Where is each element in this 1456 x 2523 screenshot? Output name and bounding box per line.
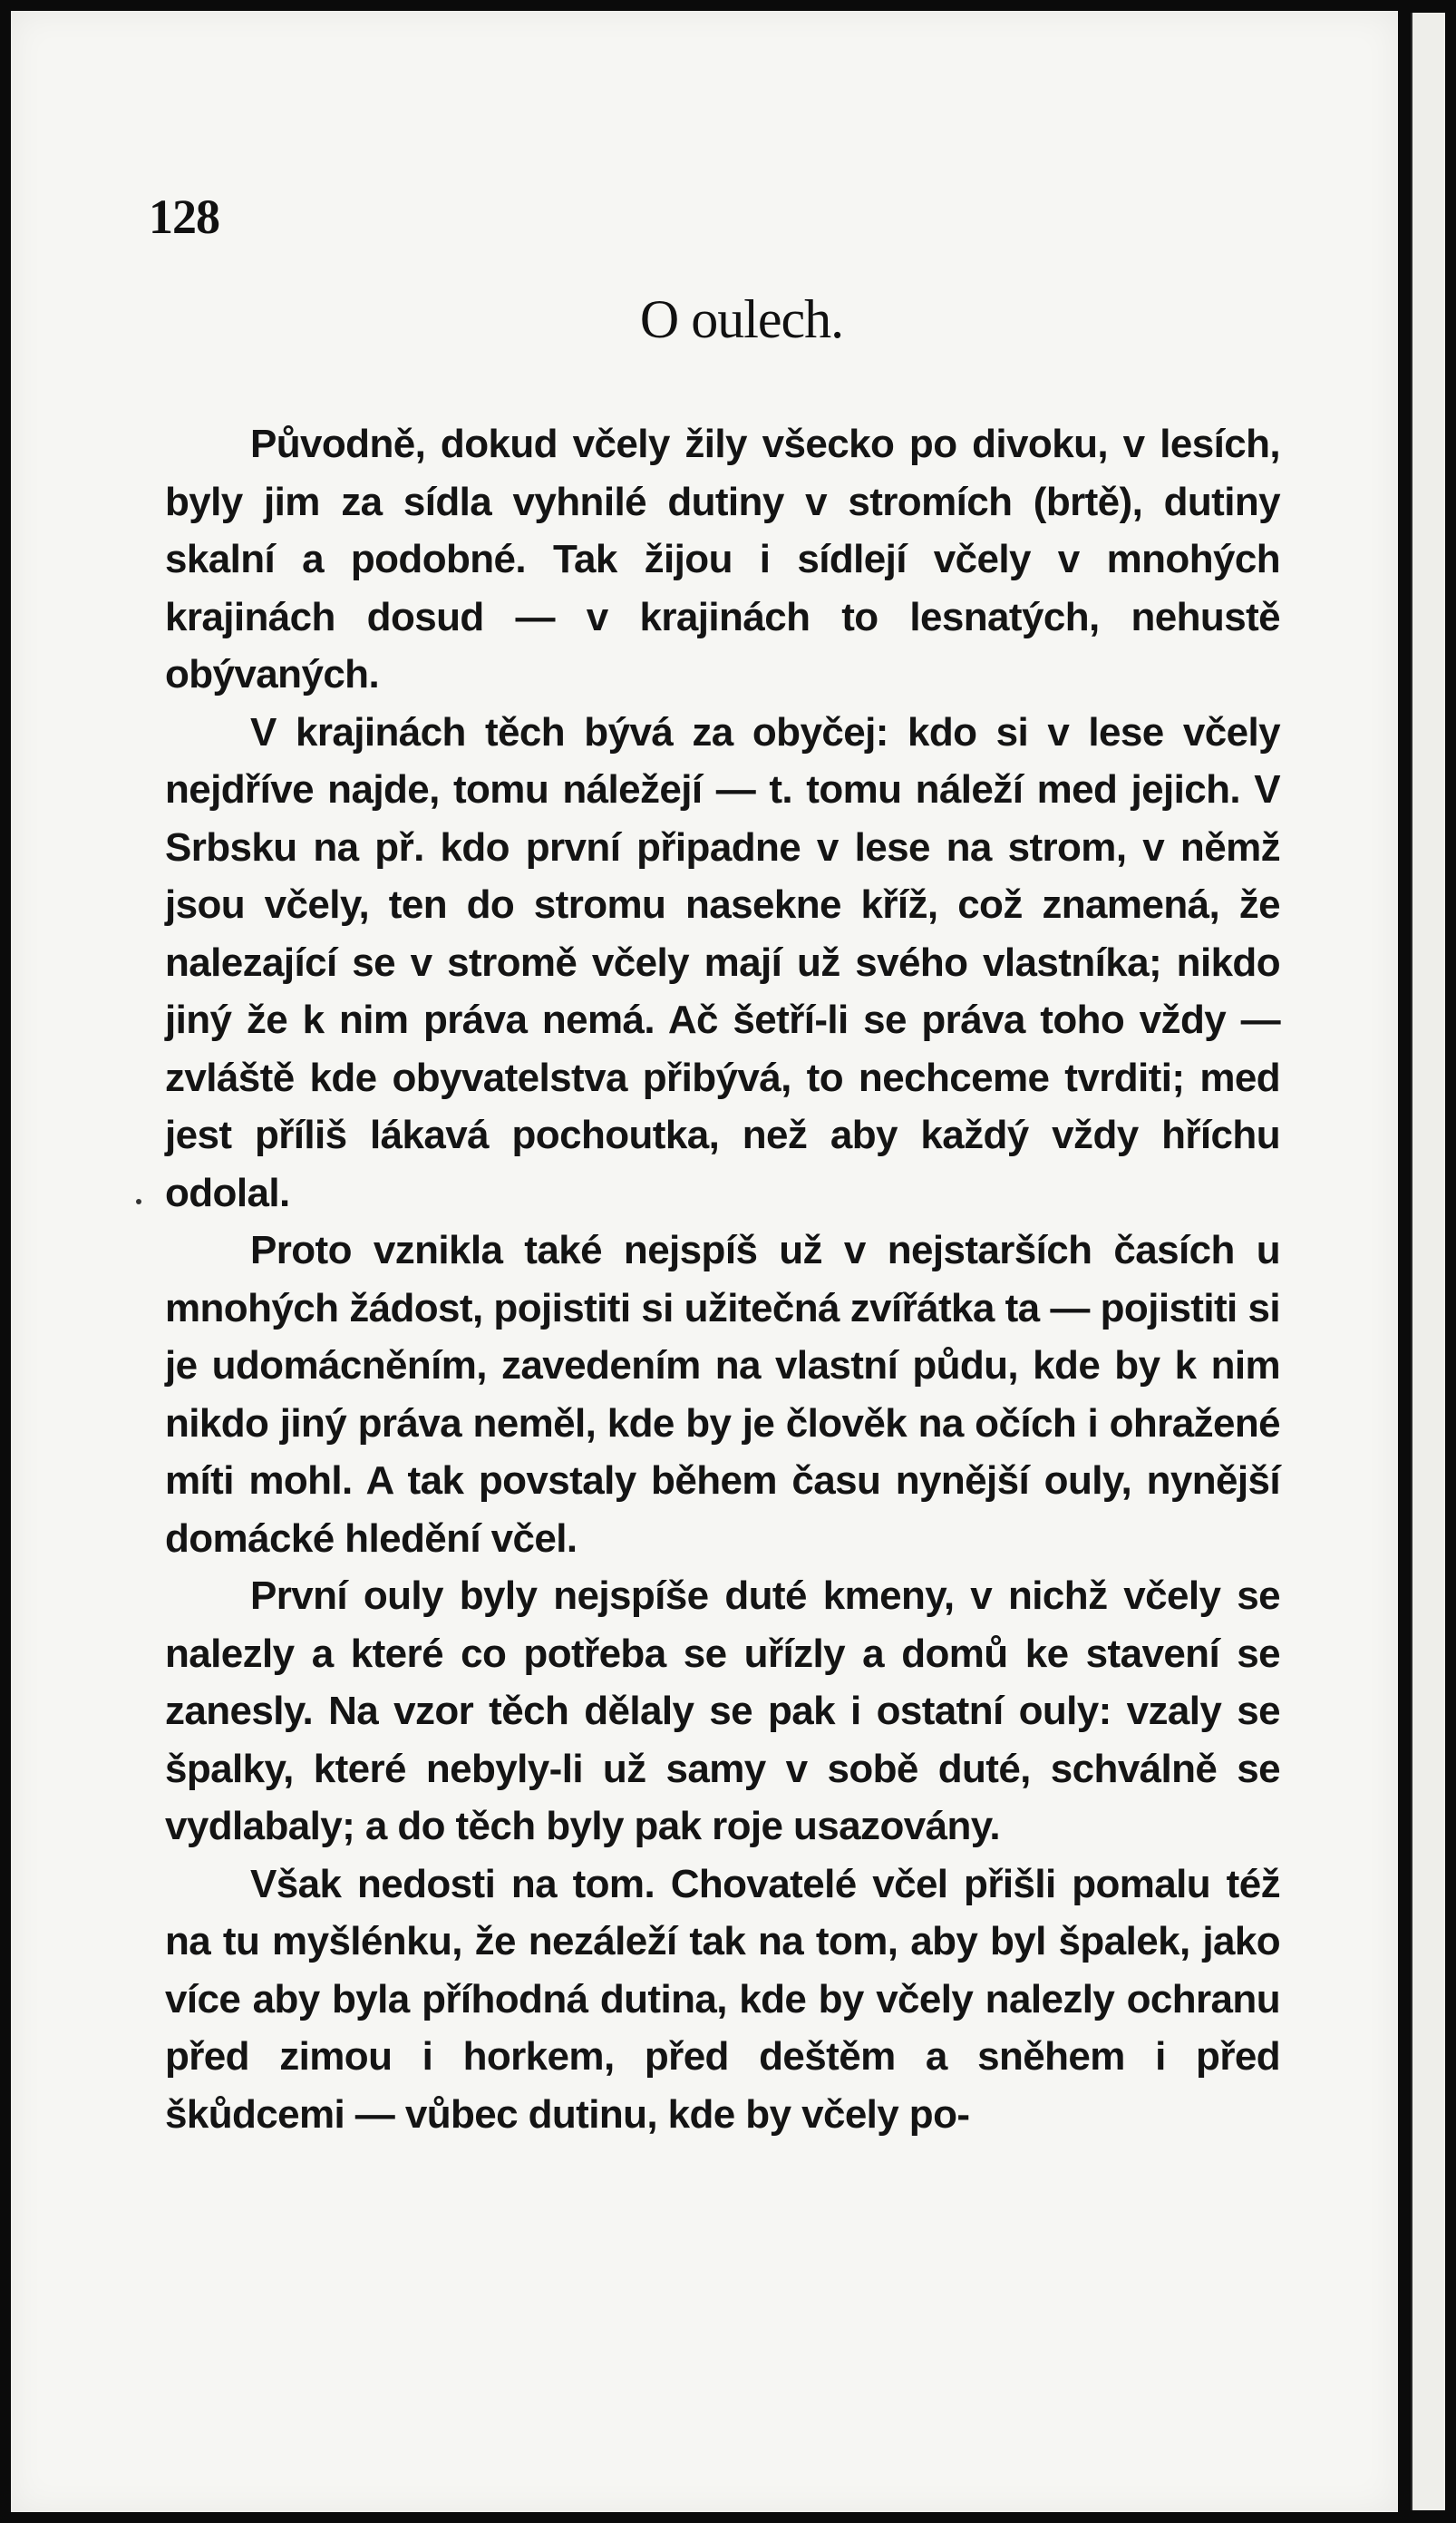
margin-mark [136,1199,141,1204]
paragraph-5: Však nedosti na tom. Chovatelé včel přišli pomalu též na tu myšlénku, že nezáleží tak na tom, aby byl špalek, jako více aby byla příhodná dutina, kde by včely nalezly ochranu před zimou i horkem, před deštěm a sněhem i před škůdcemi — vůbec dutinu, kde by včely po- [165,1861,1280,2137]
body-text [165,415,1280,2143]
page-number: 128 [149,190,219,244]
paragraph-4: První ouly byly nejspíše duté kmeny, v nichž včely se nalezly a které co potřeba se uřízly a domů ke stavení se zanesly. Na vzor těch dělaly se pak i ostatní ouly: vzaly se špalky, které nebyly-li už samy v sobě duté, schválně se vydlabaly; a do těch byly pak roje usazovány. [165,1573,1280,1848]
chapter-title: O oulech. [639,289,844,349]
paragraph-1: Původně, dokud včely žily všecko po divoku, v lesích, byly jim za sídla vyhnilé dutiny v stromích (brtě), dutiny skalní a podobné. Tak žijou i sídlejí včely v mnohých krajinách dosud — v krajinách to lesnatých, nehustě obývaných. [165,422,1280,697]
adjacent-page-edge [1411,13,1445,2510]
paragraph-3: Proto vznikla také nejspíš už v nejstarších časích u mnohých žádost, pojistiti si užitečná zvířátka ta — pojistiti si je udomácněním, zavedením na vlastní půdu, kde by k nim nikdo jiný práva neměl, kde by je člověk na očích i ohražené míti mohl. A tak povstaly během času nynější ouly, nynější domácké hledění včel. [165,1228,1280,1561]
paragraph-2: V krajinách těch bývá za obyčej: kdo si v lese včely nejdříve najde, tomu náležejí — t. tomu náleží med jejich. V Srbsku na př. kdo první připadne v lese na strom, v němž jsou včely, ten do stromu nasekne kříž, což znamená, že nalezající se v stromě včely mají už svého vlastníka; nikdo jiný že k nim práva nemá. Ač šetří-li se práva toho vždy — zvláště kde obyvatelstva přibývá, to nechceme tvrditi; med jest příliš lákavá pochoutka, než aby každý vždy hříchu odolal. [165,709,1280,1215]
